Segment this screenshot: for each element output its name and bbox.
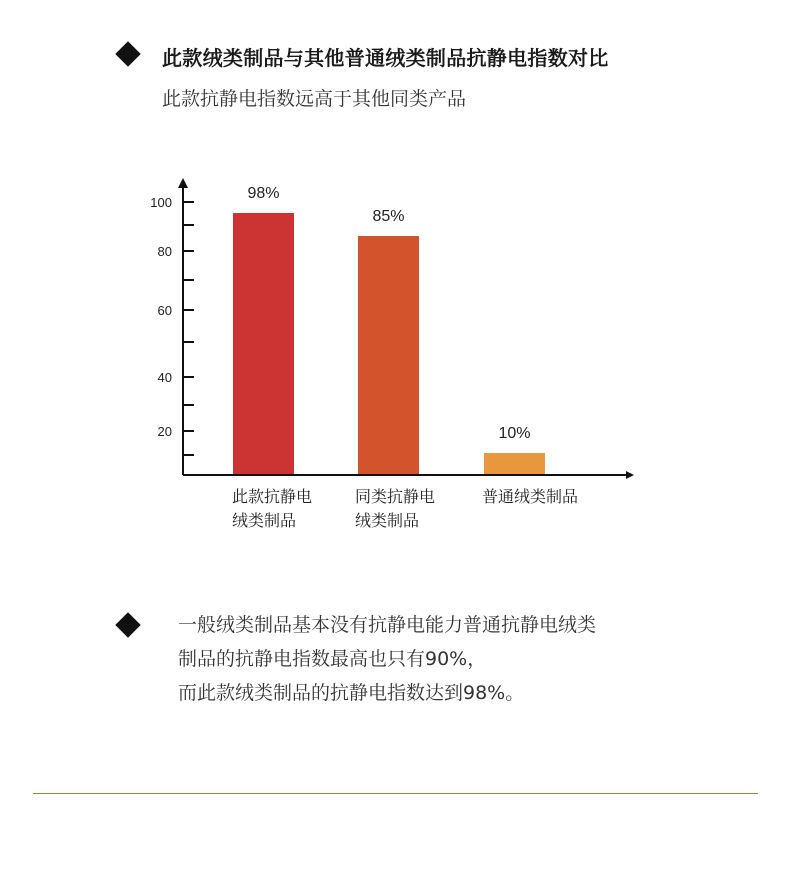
section-title: 此款绒类制品与其他普通绒类制品抗静电指数对比 — [162, 46, 609, 70]
note-paragraph — [178, 608, 596, 710]
x-category-label: 绒类制品 — [355, 511, 420, 530]
bar — [233, 213, 294, 474]
bullet-diamond-icon — [115, 612, 140, 637]
note-line: 制品的抗静电指数最高也只有90%， — [178, 648, 487, 670]
y-tick-label: 80 — [157, 244, 172, 259]
x-category-label: 绒类制品 — [232, 511, 297, 530]
x-category-label: 此款抗静电 — [232, 487, 313, 506]
divider — [33, 793, 758, 794]
note-line: 一般绒类制品基本没有抗静电能力普通抗静电绒类 — [178, 614, 597, 636]
y-tick-label: 40 — [157, 370, 172, 385]
bar-data-label: 10% — [498, 425, 531, 442]
y-tick-label: 100 — [150, 195, 172, 210]
bar-data-label: 98% — [247, 185, 280, 202]
note-line: 而此款绒类制品的抗静电指数达到98%。 — [178, 682, 525, 704]
y-tick-label: 60 — [157, 303, 172, 318]
bar — [484, 453, 545, 474]
y-tick-label: 20 — [157, 424, 172, 439]
bar-data-label: 85% — [372, 208, 405, 225]
x-category-label: 同类抗静电 — [355, 487, 436, 506]
bar — [358, 236, 419, 474]
section-subtitle: 此款抗静电指数远高于其他同类产品 — [162, 88, 467, 110]
y-axis-arrow-icon — [178, 178, 188, 188]
x-axis-arrow-icon — [626, 471, 634, 479]
x-category-label: 普通绒类制品 — [482, 487, 579, 506]
